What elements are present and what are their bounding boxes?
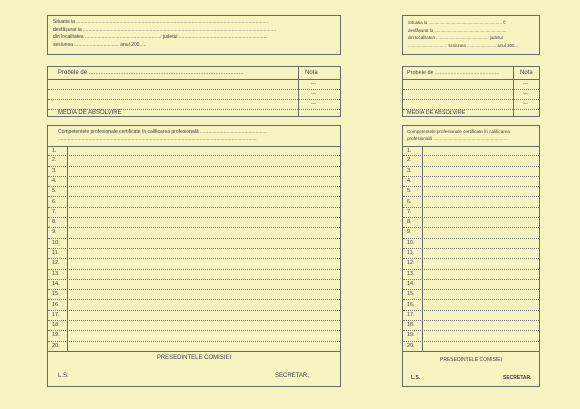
left-numbered-row xyxy=(48,187,340,197)
left-numbered-row xyxy=(48,301,340,311)
right-row-number: 19. xyxy=(407,332,415,339)
left-numbered-row xyxy=(48,342,340,352)
left-row-number: 18. xyxy=(52,322,60,329)
right-numbered-row xyxy=(403,218,539,228)
right-numbered-row xyxy=(403,208,539,218)
left-probe-label: Probele de ............................................................................................. xyxy=(58,70,244,76)
right-secretar-label: SECRETAR. xyxy=(503,375,532,381)
right-row-number: 14. xyxy=(407,280,415,287)
left-row-number: 3. xyxy=(52,167,57,174)
right-competente-box xyxy=(402,125,540,387)
left-secretar-label: SECRETAR, xyxy=(275,373,309,379)
left-numbered-row xyxy=(48,177,340,187)
left-header-line-2: desfășurat la ........................................................................................................................................... xyxy=(53,26,277,33)
left-row-number: 12. xyxy=(52,260,60,267)
right-nota-dash-2: --- xyxy=(523,91,528,97)
left-header-box xyxy=(47,15,341,55)
left-numbered-row xyxy=(48,146,340,156)
right-row-number: 1. xyxy=(407,148,412,154)
right-competente-title-line-1: Competentele profesionale certificate în calificarea xyxy=(407,129,510,134)
left-numbered-row xyxy=(48,208,340,218)
left-numbered-row xyxy=(48,321,340,331)
right-numbered-row xyxy=(403,228,539,238)
right-row-number: 10. xyxy=(407,239,415,246)
right-numbered-row xyxy=(403,342,539,352)
right-probe-label: Probele de .......................................... xyxy=(407,70,500,76)
left-media-label: MEDIA DE ABSOLVIRE xyxy=(58,110,122,116)
left-ls-label: L.S. xyxy=(58,373,69,379)
left-nota-header: Nota xyxy=(305,70,318,76)
left-numbered-row xyxy=(48,331,340,341)
left-numbered-row xyxy=(48,218,340,228)
right-row-number: 20. xyxy=(407,342,415,349)
left-competente-title-line-2: ............................................................................................................................................... xyxy=(58,136,257,142)
left-competente-title xyxy=(58,129,334,143)
left-nota-dash-3: --- xyxy=(311,101,316,107)
right-numbered-row xyxy=(403,146,539,156)
right-row-number: 16. xyxy=(407,301,415,308)
right-row-number: 3. xyxy=(407,167,412,174)
left-row-number: 2. xyxy=(52,157,57,164)
left-numbered-row xyxy=(48,249,340,259)
right-row-number: 12. xyxy=(407,260,415,267)
right-row-number: 11. xyxy=(407,250,415,256)
right-competente-title-line-2: profesională ........................................................... xyxy=(407,136,509,141)
right-nota-dash-3: --- xyxy=(523,101,528,107)
right-numbered-row xyxy=(403,198,539,208)
right-numbered-row xyxy=(403,311,539,321)
left-row-number: 6. xyxy=(52,198,57,205)
right-nota-header: Nota xyxy=(520,70,533,76)
right-nota-dash-1: --- xyxy=(523,81,528,87)
left-numbered-row xyxy=(48,228,340,238)
right-row-number: 5. xyxy=(407,188,412,195)
right-media-label: MEDIA DE ABSOLVIRE xyxy=(407,110,466,116)
right-numbered-row xyxy=(403,187,539,197)
left-header-line-3: din localitatea ....................................................... judetul ................................................................ xyxy=(53,34,268,40)
left-competente-box xyxy=(47,125,341,387)
left-numbered-row xyxy=(48,311,340,321)
left-numbered-row xyxy=(48,156,340,166)
left-row-number: 16. xyxy=(52,301,60,308)
left-numbered-row xyxy=(48,167,340,177)
left-row-number: 7. xyxy=(52,208,57,215)
left-competente-title-line-1: Competentele profesionale certificate în calificarea profesională ................................................ xyxy=(58,129,267,135)
right-competente-title xyxy=(407,128,537,142)
right-numbered-row xyxy=(403,167,539,177)
left-numbered-row xyxy=(48,198,340,208)
left-row-number: 19. xyxy=(52,332,60,339)
right-numbered-row xyxy=(403,280,539,290)
left-nota-dash-2: --- xyxy=(311,91,316,97)
right-row-number: 8. xyxy=(407,219,412,226)
right-probe-table xyxy=(402,66,540,117)
left-row-number: 9. xyxy=(52,229,57,236)
right-numbered-row xyxy=(403,321,539,331)
left-row-number: 8. xyxy=(52,219,57,226)
right-numbered-row xyxy=(403,259,539,269)
left-row-number: 1. xyxy=(52,148,57,154)
left-nota-dash-1: --- xyxy=(311,81,316,87)
right-numbered-row xyxy=(403,249,539,259)
left-probe-table xyxy=(47,66,341,117)
left-numbered-row xyxy=(48,270,340,280)
right-ls-label: L.S. xyxy=(411,375,421,381)
right-numbered-row xyxy=(403,301,539,311)
right-presedinte-label: PRESEDINTELE COMISIEI xyxy=(440,357,502,363)
right-numbered-row xyxy=(403,270,539,280)
left-row-number: 14. xyxy=(52,280,60,287)
right-row-number: 6. xyxy=(407,198,412,205)
left-numbered-row xyxy=(48,290,340,300)
left-row-number: 20. xyxy=(52,342,60,349)
right-numbered-row xyxy=(403,177,539,187)
left-presedinte-label: PRESEDINTELE COMISIEI xyxy=(156,355,232,361)
right-header-line-3: din localitatea ........................................... judetul xyxy=(408,35,503,40)
right-row-number: 7. xyxy=(407,208,412,215)
left-row-number: 5. xyxy=(52,188,57,195)
left-row-number: 11. xyxy=(52,250,60,256)
right-header-line-2: desfășurat la ........................................................... xyxy=(408,27,507,33)
right-numbered-row xyxy=(403,331,539,341)
left-numbered-row xyxy=(48,259,340,269)
right-row-number: 4. xyxy=(407,177,412,184)
right-header-line-1: Situatia la ............................................................ © xyxy=(408,20,507,25)
right-row-number: 15. xyxy=(407,291,415,298)
left-header-line-4: sesiunea ................................ anul 200..... xyxy=(53,41,147,48)
right-row-number: 17. xyxy=(407,311,415,318)
left-row-number: 10. xyxy=(52,239,60,246)
left-row-number: 15. xyxy=(52,291,60,298)
right-header-box xyxy=(402,15,540,55)
left-row-number: 17. xyxy=(52,311,60,318)
right-numbered-row xyxy=(403,156,539,166)
left-row-number: 13. xyxy=(52,270,60,277)
right-row-number: 13. xyxy=(407,270,415,277)
left-row-number: 4. xyxy=(52,177,57,184)
right-numbered-row xyxy=(403,290,539,300)
right-row-number: 2. xyxy=(407,157,412,164)
left-numbered-row xyxy=(48,239,340,249)
right-header-line-4: ................................ sesiunea ........................ anul 200... xyxy=(408,42,519,48)
left-numbered-row xyxy=(48,280,340,290)
left-header-line-1: Situatia la .......................................................................................................................................... xyxy=(53,19,269,25)
right-numbered-row xyxy=(403,239,539,249)
right-row-number: 9. xyxy=(407,229,412,236)
right-row-number: 18. xyxy=(407,322,415,329)
